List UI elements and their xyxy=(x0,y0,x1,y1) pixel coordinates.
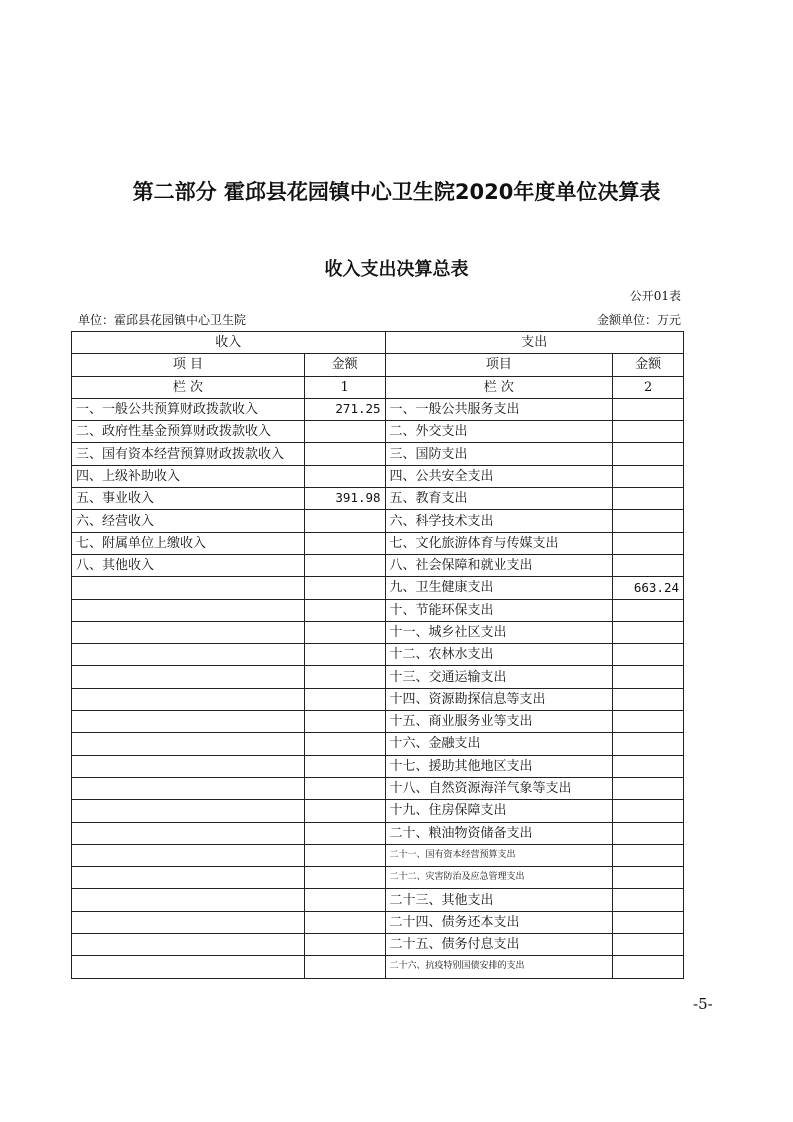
expense-item: 六、科学技术支出 xyxy=(385,510,613,532)
income-item xyxy=(72,688,305,710)
table-title: 收入支出决算总表 xyxy=(324,259,469,280)
income-item xyxy=(72,911,305,933)
expense-header: 支出 xyxy=(385,332,683,354)
form-number: 公开01表 xyxy=(629,289,681,303)
income-amount xyxy=(304,956,385,978)
income-item xyxy=(72,599,305,621)
income-item xyxy=(72,867,305,889)
expense-amount: 663.24 xyxy=(613,577,684,599)
table-row xyxy=(72,621,684,643)
expense-amount xyxy=(613,465,684,487)
income-amount xyxy=(304,532,385,554)
table-row xyxy=(72,755,684,777)
income-item xyxy=(72,889,305,911)
expense-amount xyxy=(613,800,684,822)
expense-item-header: 项目 xyxy=(385,354,613,376)
table-row xyxy=(72,733,684,755)
income-item xyxy=(72,822,305,844)
income-amount xyxy=(304,644,385,666)
income-amount xyxy=(304,421,385,443)
table-row xyxy=(72,577,684,599)
table-row xyxy=(72,644,684,666)
expense-amount xyxy=(613,443,684,465)
table-row xyxy=(72,956,684,978)
income-item: 三、国有资本经营预算财政拨款收入 xyxy=(72,443,305,465)
table-row xyxy=(72,688,684,710)
expense-item: 十三、交通运输支出 xyxy=(385,666,613,688)
income-amount xyxy=(304,844,385,866)
income-item xyxy=(72,844,305,866)
budget-table xyxy=(71,331,684,979)
expense-item: 二十三、其他支出 xyxy=(385,889,613,911)
income-item xyxy=(72,644,305,666)
expense-item: 十、节能环保支出 xyxy=(385,599,613,621)
income-item xyxy=(72,956,305,978)
income-amount xyxy=(304,934,385,956)
expense-item: 十九、住房保障支出 xyxy=(385,800,613,822)
expense-amount xyxy=(613,867,684,889)
expense-amount xyxy=(613,889,684,911)
expense-amount xyxy=(613,621,684,643)
column-header-row xyxy=(72,354,684,376)
income-amount xyxy=(304,733,385,755)
expense-amount xyxy=(613,599,684,621)
income-amount xyxy=(304,554,385,576)
table-row xyxy=(72,398,684,420)
table-row xyxy=(72,889,684,911)
expense-item: 十二、农林水支出 xyxy=(385,644,613,666)
income-amount xyxy=(304,867,385,889)
expense-amount xyxy=(613,733,684,755)
expense-amount xyxy=(613,532,684,554)
income-amount xyxy=(304,777,385,799)
page-number: -5- xyxy=(693,995,713,1013)
table-row xyxy=(72,554,684,576)
income-header: 收入 xyxy=(72,332,386,354)
column-number: 1 xyxy=(304,376,385,398)
expense-amount xyxy=(613,666,684,688)
income-item: 六、经营收入 xyxy=(72,510,305,532)
table-row xyxy=(72,488,684,510)
expense-amount xyxy=(613,488,684,510)
income-amount-header: 金额 xyxy=(304,354,385,376)
income-item-header: 项 目 xyxy=(72,354,305,376)
table-row xyxy=(72,800,684,822)
expense-amount xyxy=(613,822,684,844)
expense-item: 九、卫生健康支出 xyxy=(385,577,613,599)
table-row xyxy=(72,934,684,956)
expense-item: 二十、粮油物资储备支出 xyxy=(385,822,613,844)
expense-item: 二十一、国有资本经营预算支出 xyxy=(385,844,613,866)
income-item xyxy=(72,777,305,799)
expense-amount xyxy=(613,934,684,956)
table-row xyxy=(72,510,684,532)
expense-amount xyxy=(613,554,684,576)
expense-amount xyxy=(613,711,684,733)
currency-unit: 金额单位：万元 xyxy=(596,313,681,327)
expense-item: 八、社会保障和就业支出 xyxy=(385,554,613,576)
income-item xyxy=(72,733,305,755)
table-row xyxy=(72,711,684,733)
column-number-row xyxy=(72,376,684,398)
income-amount xyxy=(304,666,385,688)
income-item: 一、一般公共预算财政拨款收入 xyxy=(72,398,305,420)
expense-item: 七、文化旅游体育与传媒支出 xyxy=(385,532,613,554)
income-amount xyxy=(304,822,385,844)
income-item: 二、政府性基金预算财政拨款收入 xyxy=(72,421,305,443)
expense-item: 十四、资源勘探信息等支出 xyxy=(385,688,613,710)
table-row xyxy=(72,421,684,443)
table-row xyxy=(72,443,684,465)
expense-item: 二十四、债务还本支出 xyxy=(385,911,613,933)
income-item: 八、其他收入 xyxy=(72,554,305,576)
table-row xyxy=(72,599,684,621)
expense-item: 十八、自然资源海洋气象等支出 xyxy=(385,777,613,799)
table-row xyxy=(72,777,684,799)
expense-amount xyxy=(613,956,684,978)
expense-item: 十六、金融支出 xyxy=(385,733,613,755)
income-item: 七、附属单位上缴收入 xyxy=(72,532,305,554)
income-amount xyxy=(304,711,385,733)
table-row xyxy=(72,666,684,688)
lanci-label: 栏 次 xyxy=(72,376,305,398)
income-amount xyxy=(304,443,385,465)
income-item xyxy=(72,800,305,822)
income-amount xyxy=(304,621,385,643)
income-amount: 391.98 xyxy=(304,488,385,510)
expense-item: 二十六、抗疫特别国债安排的支出 xyxy=(385,956,613,978)
income-item: 四、上级补助收入 xyxy=(72,465,305,487)
income-item xyxy=(72,621,305,643)
document-title: 第二部分 霍邱县花园镇中心卫生院2020年度单位决算表 xyxy=(132,180,661,204)
expense-item: 三、国防支出 xyxy=(385,443,613,465)
table-row xyxy=(72,532,684,554)
table-row xyxy=(72,822,684,844)
expense-item: 十一、城乡社区支出 xyxy=(385,621,613,643)
expense-amount xyxy=(613,911,684,933)
income-amount xyxy=(304,911,385,933)
income-amount xyxy=(304,800,385,822)
table-row xyxy=(72,844,684,866)
unit-label: 单位：霍邱县花园镇中心卫生院 xyxy=(78,313,247,327)
expense-item: 二、外交支出 xyxy=(385,421,613,443)
income-amount xyxy=(304,510,385,532)
header-row xyxy=(72,332,684,354)
income-amount xyxy=(304,755,385,777)
expense-amount xyxy=(613,510,684,532)
expense-amount xyxy=(613,777,684,799)
table-row xyxy=(72,867,684,889)
income-item xyxy=(72,711,305,733)
income-amount xyxy=(304,688,385,710)
expense-item: 五、教育支出 xyxy=(385,488,613,510)
lanci-label: 栏 次 xyxy=(385,376,613,398)
income-item xyxy=(72,755,305,777)
expense-amount xyxy=(613,755,684,777)
income-amount xyxy=(304,577,385,599)
expense-item: 四、公共安全支出 xyxy=(385,465,613,487)
expense-item: 二十五、债务付息支出 xyxy=(385,934,613,956)
income-item: 五、事业收入 xyxy=(72,488,305,510)
income-amount xyxy=(304,465,385,487)
table-row xyxy=(72,465,684,487)
income-amount xyxy=(304,599,385,621)
expense-amount xyxy=(613,644,684,666)
expense-amount xyxy=(613,844,684,866)
column-number: 2 xyxy=(613,376,684,398)
income-amount xyxy=(304,889,385,911)
expense-item: 十七、援助其他地区支出 xyxy=(385,755,613,777)
expense-amount xyxy=(613,688,684,710)
income-item xyxy=(72,666,305,688)
expense-amount xyxy=(613,421,684,443)
income-item xyxy=(72,577,305,599)
expense-amount-header: 金额 xyxy=(613,354,684,376)
income-item xyxy=(72,934,305,956)
expense-item: 二十二、灾害防治及应急管理支出 xyxy=(385,867,613,889)
expense-item: 一、一般公共服务支出 xyxy=(385,398,613,420)
table-row xyxy=(72,911,684,933)
income-amount: 271.25 xyxy=(304,398,385,420)
expense-amount xyxy=(613,398,684,420)
expense-item: 十五、商业服务业等支出 xyxy=(385,711,613,733)
